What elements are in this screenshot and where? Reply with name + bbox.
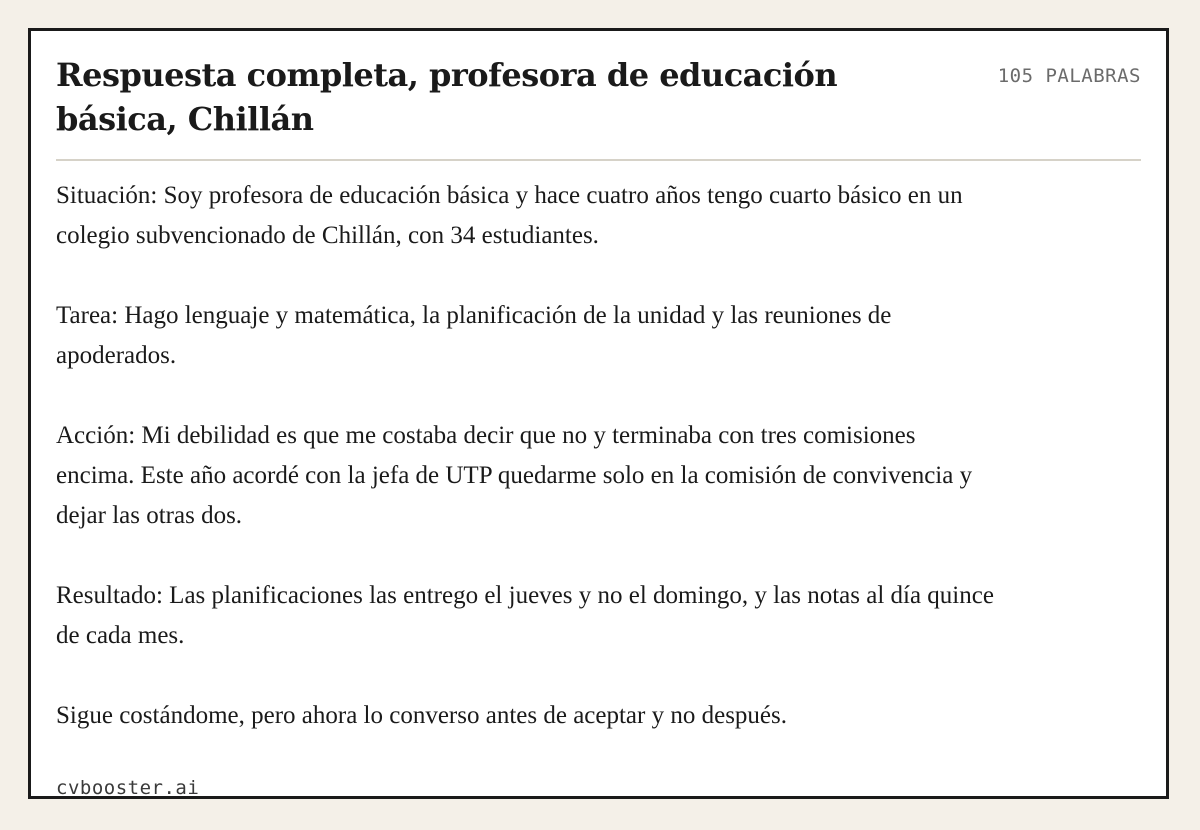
paragraph-cierre: Sigue costándome, pero ahora lo converso antes de aceptar y no después. — [56, 702, 788, 729]
paragraph-accion: Acción: Mi debilidad es que me costaba decir que no y terminaba con tres comisiones encima. Este año acordé con la jefa de UTP quedarme solo en la comisión de convivencia y dejar las otras dos. — [56, 422, 973, 529]
card-title: Respuesta completa, profesora de educación básica, Chillán — [56, 56, 838, 138]
paragraph-resultado: Resultado: Las planificaciones las entrego el jueves y no el domingo, y las notas al día quince de cada mes. — [56, 582, 994, 649]
paragraph-situacion: Situación: Soy profesora de educación básica y hace cuatro años tengo cuarto básico en un colegio subvencionado de Chillán, con 34 estudiantes. — [56, 182, 963, 249]
answer-card — [28, 28, 1169, 799]
answer-body — [56, 176, 996, 736]
footer-brand: cvbooster.ai — [56, 777, 200, 799]
paragraph-tarea: Tarea: Hago lenguaje y matemática, la planificación de la unidad y las reuniones de apoderados. — [56, 302, 892, 369]
title-divider — [56, 159, 1141, 161]
word-count-label: 105 PALABRAS — [997, 65, 1141, 87]
